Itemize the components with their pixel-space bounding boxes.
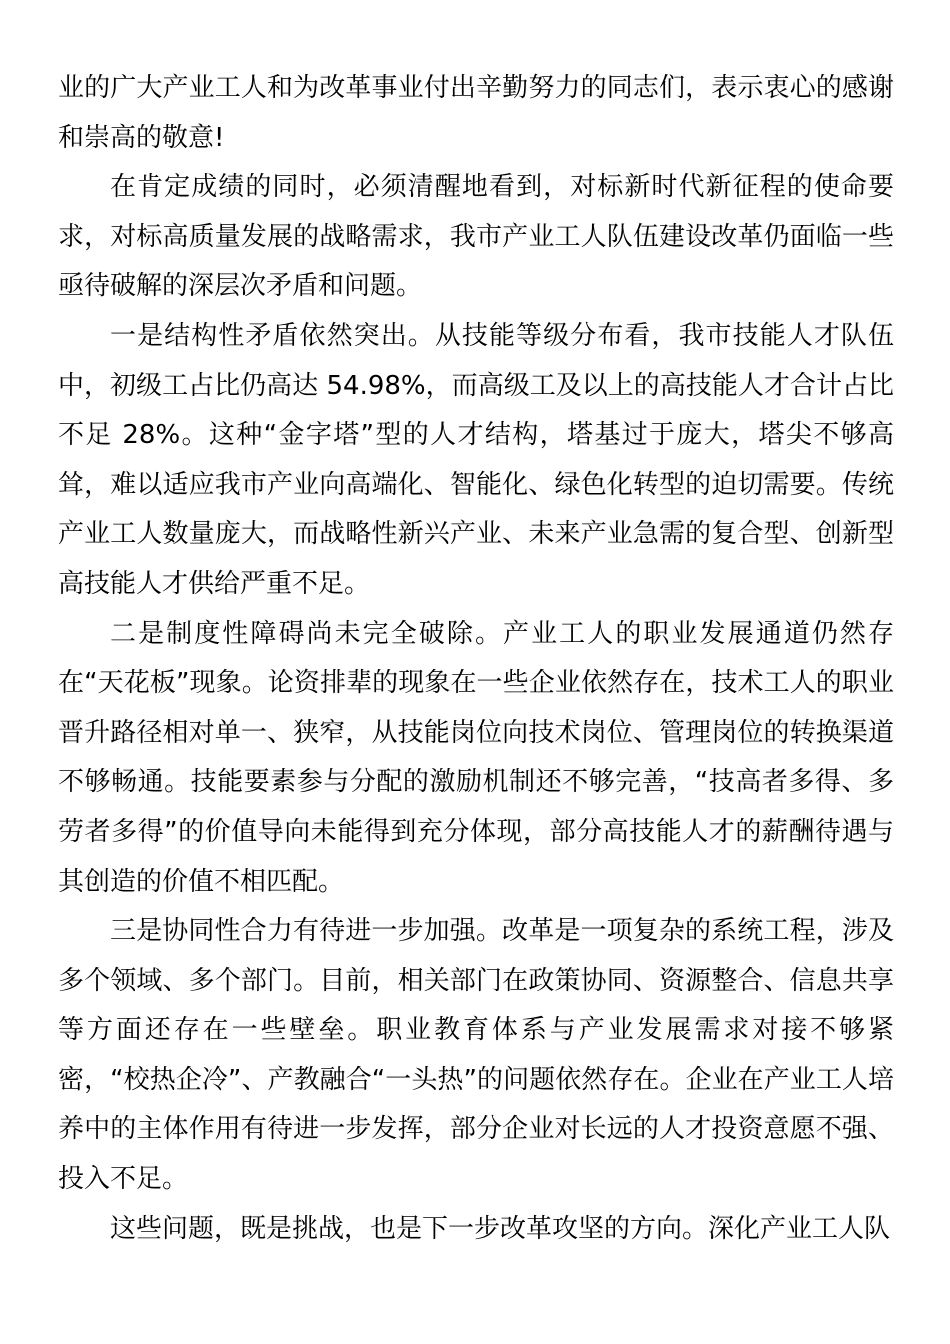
paragraph-institutional-barrier: 二是制度性障碍尚未完全破除。产业工人的职业发展通道仍然存在“天花板”现象。论资排辈的现象在一些企业依然存在，技术工人的职业晋升路径相对单一、狭窄，从技能岗位向技术岗位、管理岗位的转换渠道不够畅通。技能要素参与分配的激励机制还不够完善，“技高者多得、多劳者多得”的价值导向未能得到充分体现，部分高技能人才的薪酬待遇与其创造的价值不相匹配。 bbox=[58, 618, 894, 897]
document-page bbox=[58, 64, 894, 1254]
paragraph-reform-direction: 这些问题，既是挑战，也是下一步改革攻坚的方向。深化产业工人队 bbox=[110, 1213, 891, 1244]
paragraph-challenges-overview: 在肯定成绩的同时，必须清醒地看到，对标新时代新征程的使命要求，对标高质量发展的战略需求，我市产业工人队伍建设改革仍面临一些亟待破解的深层次矛盾和问题。 bbox=[58, 172, 894, 302]
paragraph-intro-closing: 业的广大产业工人和为改革事业付出辛勤努力的同志们，表示衷心的感谢和崇高的敬意! bbox=[58, 73, 894, 153]
paragraph-structural-contradiction: 一是结构性矛盾依然突出。从技能等级分布看，我市技能人才队伍中，初级工占比仍高达 54.98%，而高级工及以上的高技能人才合计占比不足 28%。这种“金字塔”型的人才结构，塔基过于庞大，塔尖不够高耸，难以适应我市产业向高端化、智能化、绿色化转型的迫切需要。传统产业工人数量庞大，而战略性新兴产业、未来产业急需的复合型、创新型高技能人才供给严重不足。 bbox=[58, 320, 894, 599]
paragraph-coordination-synergy: 三是协同性合力有待进一步加强。改革是一项复杂的系统工程，涉及多个领域、多个部门。目前，相关部门在政策协同、资源整合、信息共享等方面还存在一些壁垒。职业教育体系与产业发展需求对接不够紧密，“校热企冷”、产教融合“一头热”的问题依然存在。企业在产业工人培养中的主体作用有待进一步发挥，部分企业对长远的人才投资意愿不强、投入不足。 bbox=[58, 916, 894, 1195]
